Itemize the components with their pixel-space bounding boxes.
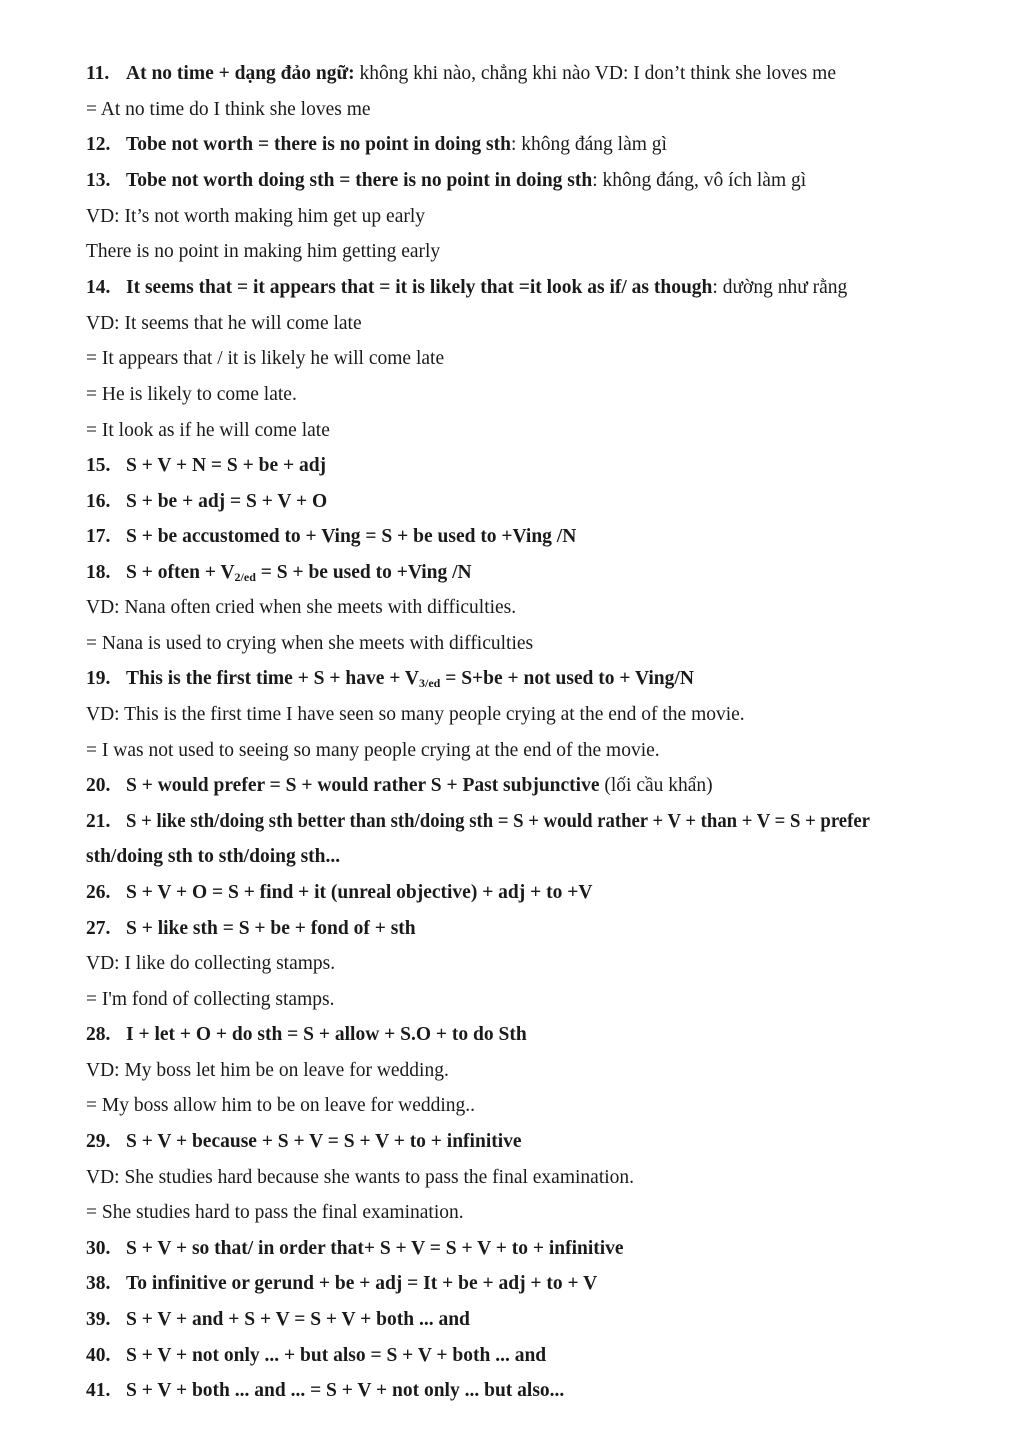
rule-21-continuation: sth/doing sth to sth/doing sth... [86, 846, 341, 867]
rule-26: 26. S + V + O = S + find + it (unreal objective) + adj + to +V [86, 882, 593, 903]
rule-18: 18. S + often + $V_{2/ed} = S$ + be used to +Ving /N [86, 562, 472, 584]
rule-29-example-a: VD: She studies hard because she wants to pass the final examination. [86, 1167, 635, 1188]
rule-29: 29. S + V + because + S + V = S + V + to + infinitive [86, 1131, 522, 1152]
rule-20: 20. S + would prefer = S + would rather S + Past subjunctive (lối cầu khẩn) [86, 775, 713, 796]
rule-14: 14. It seems that = it appears that = it is likely that =it look as if/ as though: dường như rằng [86, 277, 848, 298]
rule-28: 28. I + let + O + do sth = S + allow + S.O + to do Sth [86, 1024, 527, 1045]
rule-16: 16. S + be + adj = S + V + O [86, 491, 328, 512]
rule-14-example-c: = He is likely to come late. [86, 384, 297, 405]
rule-14-example-a: VD: It seems that he will come late [86, 313, 362, 334]
rule-21: 21. S + like sth/doing sth better than sth/doing sth = S + would rather + V + than + V = S + prefer [86, 811, 870, 832]
rule-29-example-b: = She studies hard to pass the final examination. [86, 1202, 464, 1223]
rule-11: 11. At no time + dạng đảo ngữ: không khi nào, chẳng khi nào VD: I don’t think she loves me [86, 63, 836, 84]
rule-18-example-a: VD: Nana often cried when she meets with difficulties. [86, 597, 517, 618]
rule-11-example: = At no time do I think she loves me [86, 99, 371, 120]
rule-30: 30. S + V + so that/ in order that+ S + V = S + V + to + infinitive [86, 1238, 624, 1259]
rule-41: 41. S + V + both ... and ... = S + V + not only ... but also... [86, 1380, 565, 1401]
rule-28-example-b: = My boss allow him to be on leave for wedding.. [86, 1095, 476, 1116]
rule-14-example-d: = It look as if he will come late [86, 420, 330, 441]
rule-19-example-a: VD: This is the first time I have seen so many people crying at the end of the movie. [86, 704, 745, 725]
rule-19-example-b: = I was not used to seeing so many people crying at the end of the movie. [86, 740, 660, 761]
rule-27-example-a: VD: I like do collecting stamps. [86, 953, 336, 974]
rule-15: 15. S + V + N = S + be + adj [86, 455, 327, 476]
rule-13: 13. Tobe not worth doing sth = there is no point in doing sth: không đáng, vô ích làm gì [86, 170, 807, 191]
rule-13-example-a: VD: It’s not worth making him get up early [86, 206, 426, 227]
rule-27-example-b: = I'm fond of collecting stamps. [86, 989, 335, 1010]
rule-38: 38. To infinitive or gerund + be + adj = It + be + adj + to + V [86, 1273, 598, 1294]
rule-13-example-b: There is no point in making him getting early [86, 241, 441, 262]
rule-14-example-b: = It appears that / it is likely he will come late [86, 348, 445, 369]
rule-19: 19. This is the first time + S + have + $V_{3/ed} = S+be$ + not used to + Ving/N [86, 668, 694, 690]
rule-28-example-a: VD: My boss let him be on leave for wedding. [86, 1060, 449, 1081]
rule-39: 39. S + V + and + S + V = S + V + both ... and [86, 1309, 470, 1330]
rule-27: 27. S + like sth = S + be + fond of + sth [86, 918, 416, 939]
rule-40: 40. S + V + not only ... + but also = S + V + both ... and [86, 1345, 547, 1366]
rule-17: 17. S + be accustomed to + Ving = S + be used to +Ving /N [86, 526, 577, 547]
rule-18-example-b: = Nana is used to crying when she meets with difficulties [86, 633, 534, 654]
rule-12: 12. Tobe not worth = there is no point in doing sth: không đáng làm gì [86, 134, 667, 155]
